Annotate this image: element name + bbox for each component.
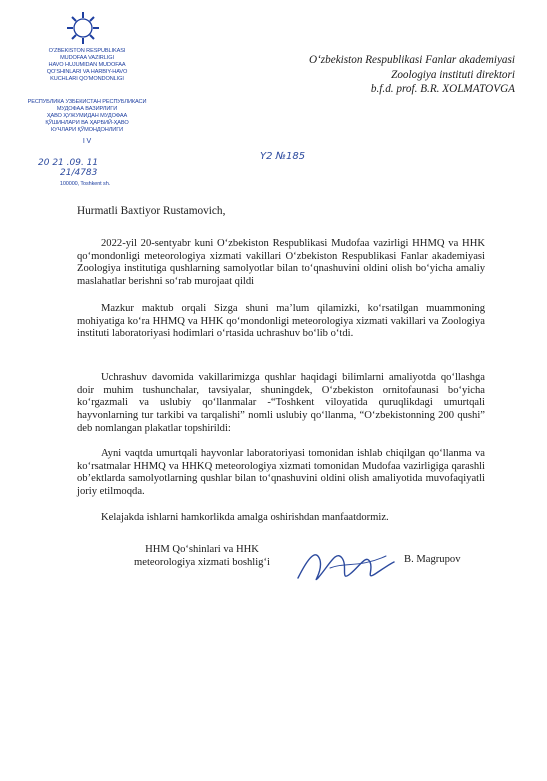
paragraph xyxy=(77,372,485,436)
recipient-line: O‘zbekiston Respublikasi Fanlar akademiyasi xyxy=(308,54,515,66)
stamp-line: ҚЎШИНЛАРИ ВА ҲАРБИЙ-ҲАВО xyxy=(45,120,129,126)
stamp-line: КУЧЛАРИ ҚЎМОНДОНЛИГИ xyxy=(50,127,124,133)
paragraph-text: 2022-yil 20-sentyabr kuni O‘zbekiston Respublikasi Mudofaa vazirligi HHMQ va HHK qo‘mondonligi meteorologiya xizmati vakillari O‘zbekiston Respublikasi Fanlar akademiyasi Zoologiya institutiga qushlarning samolyotlar bilan to‘qnashuvini oldini olish bo‘yicha amaliy maslahatlar berishni so‘rab murojaat qildi xyxy=(77,238,485,288)
stamp-line: QO‘SHINLARI VA HARBIY-HAVO xyxy=(46,69,128,75)
handwritten-signature xyxy=(290,538,400,593)
emblem-icon xyxy=(60,10,106,50)
stamp-line: МУДОФАА ВАЗИРЛИГИ xyxy=(56,106,118,112)
position-line: HHM Qo‘shinlari va HHK xyxy=(145,544,259,555)
signatory-position xyxy=(112,543,292,569)
incoming-ref: Y2 №185 xyxy=(260,151,306,162)
stamp-line: ҲАВО ҲУЖУМИДАН МУДОФАА xyxy=(46,113,128,119)
signatory-name: B. Magrupov xyxy=(404,554,461,565)
stamp-line: KUCHLARI QO‘MONDONLIGI xyxy=(50,76,124,82)
recipient-line: b.f.d. prof. B.R. XOLMATOVGA xyxy=(370,83,515,95)
stamp-line: MUDOFAA VAZIRLIGI xyxy=(60,55,114,61)
recipient-block xyxy=(245,53,515,97)
paragraph-text: Mazkur maktub orqali Sizga shuni ma’lum qilamizki, ko‘rsatilgan muammoning mohiyatiga ko‘ra HHMQ va HHK qo‘mondonligi meteorologiya xizmati vakillari va Zoologiya instituti laboratoriyasi hodimlari o‘rtasida uchrashuv bo‘lib o‘tdi. xyxy=(77,303,485,340)
stamp-number: 21/4783 xyxy=(60,168,98,178)
stamp-line: РЕСПУБЛИКА УЗБЕКИСТАН РЕСПУБЛИКАСИ xyxy=(27,99,147,105)
paragraph xyxy=(77,238,485,289)
paragraph-text: Kelajakda ishlarni hamkorlikda amalga oshirishdan manfaatdormiz. xyxy=(101,512,389,523)
paragraph xyxy=(77,303,485,341)
paragraph-text: Ayni vaqtda umurtqali hayvonlar laboratoriyasi tomonidan ishlab chiqilgan qo‘llanma va ko‘rsatmalar HHMQ va HHKQ meteorologiya xizmati tomonidan Mudofaa vazirligiga qarashli ob’ektlarda samolyotlarning qushlar bilan to‘qnashuvini oldini olish amaliyotida muvofaqiyatli joriy etilmoqda. xyxy=(77,448,485,498)
paragraph xyxy=(77,512,485,525)
stamp-line: HAVO HUJUMIDAN MUDOFAA xyxy=(48,62,126,68)
salutation: Hurmatli Baxtiyor Rustamovich, xyxy=(77,205,226,217)
position-line: meteorologiya xizmati boshlig‘i xyxy=(134,557,270,568)
recipient-line: Zoologiya instituti direktori xyxy=(391,68,515,81)
stamp-date: 20 21 .09. 11 xyxy=(38,158,99,168)
paragraph xyxy=(77,448,485,499)
stamp-address: 100000, Toshkent sh. xyxy=(59,181,111,187)
stamp-line: O‘ZBEKISTON RESPUBLIKASI xyxy=(48,48,126,54)
paragraph-text: Uchrashuv davomida vakillarimizga qushlar haqidagi bilimlarni amaliyotda qo‘llashga doir muhim tushunchalar, tavsiyalar, shuningdek, O‘zbekiston ornitofaunasi bo‘yicha ko‘rgazmali va uslubiy qo‘llanmalar -“Toshkent viloyatida quruqlikdagi umurtqali hayvonlarning tur tarkibi va tarqalishi” nomli uslubiy qo‘llanma, “O‘zbekistonning 200 qushi” deb nomlangan plakatlar topshirildi: xyxy=(77,372,485,434)
stamp-line: I V xyxy=(82,138,92,145)
